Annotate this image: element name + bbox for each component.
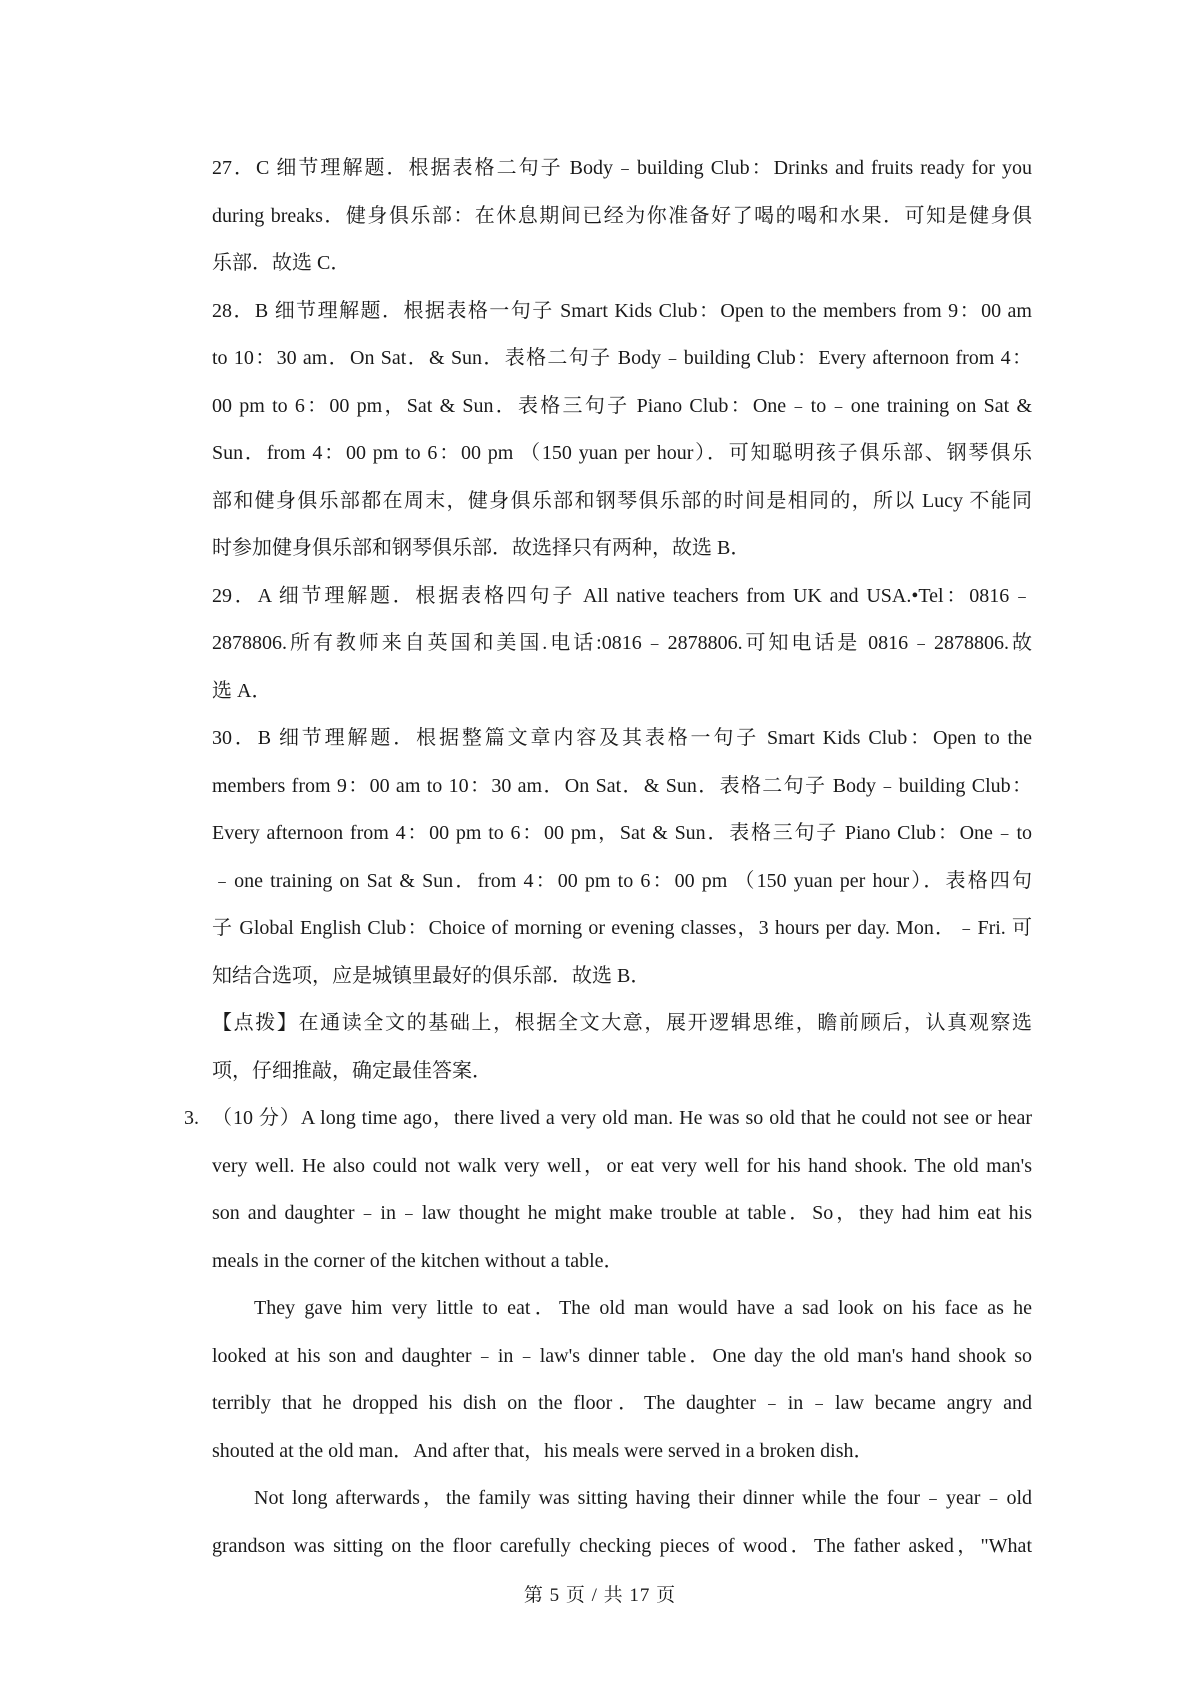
question-3 <box>184 1095 1032 1285</box>
text-line: son and daughter﹣in﹣law thought he might make trouble at table．So，they had him eat his <box>212 1202 1032 1224</box>
text-line: 27．C 细节理解题．根据表格二句子 Body﹣building Club：Drinks and fruits ready for you <box>212 157 1032 179</box>
question-number: 3. <box>184 1107 199 1129</box>
text-line: 项，仔细推敲，确定最佳答案． <box>212 1059 492 1082</box>
answer-29 <box>212 573 1032 716</box>
text-line: very well. He also could not walk very well，or eat very well for his hand shook. The old man's <box>212 1154 1032 1177</box>
text-line: to 10：30 am．On Sat．& Sun．表格二句子 Body﹣building Club：Every afternoon from 4： <box>212 347 1032 369</box>
text-line: 28．B 细节理解题．根据表格一句子 Smart Kids Club：Open to the members from 9：00 am <box>212 299 1032 322</box>
text-line: 29．A 细节理解题．根据表格四句子 All native teachers from UK and USA.•Tel：0816﹣ <box>212 584 1032 607</box>
text-line: members from 9：00 am to 10：30 am．On Sat．& Sun．表格二句子 Body﹣building Club： <box>212 774 1032 797</box>
text-line: （10 分）A long time ago，there lived a very old man. He was so old that he could not see or hear <box>212 1107 1032 1129</box>
passage-paragraph <box>212 1475 1032 1570</box>
text-line: 时参加健身俱乐部和钢琴俱乐部．故选择只有两种，故选 B． <box>212 537 751 559</box>
text-line: 知结合选项，应是城镇里最好的俱乐部．故选 B． <box>212 964 651 987</box>
answer-28 <box>212 288 1032 573</box>
text-line: 30．B 细节理解题．根据整篇文章内容及其表格一句子 Smart Kids Club：Open to the <box>212 727 1032 749</box>
text-line: 【点拨】在通读全文的基础上，根据全文大意，展开逻辑思维，瞻前顾后，认真观察选 <box>212 1012 1032 1034</box>
text-line: shouted at the old man．And after that，his meals were served in a broken dish． <box>212 1439 874 1462</box>
text-line: Sun．from 4：00 pm to 6：00 pm （150 yuan per hour）．可知聪明孩子俱乐部、钢琴俱乐 <box>212 442 1032 464</box>
passage-paragraph <box>212 1285 1032 1475</box>
page-content <box>184 145 1032 1570</box>
text-line: 乐部．故选 C． <box>212 252 351 274</box>
text-line: meals in the corner of the kitchen without a table． <box>212 1249 624 1272</box>
text-line: 选 A． <box>212 679 272 702</box>
answer-30 <box>212 715 1032 1000</box>
text-line: grandson was sitting on the floor carefully checking pieces of wood．The father asked，"What <box>212 1534 1032 1557</box>
text-line: 子 Global English Club：Choice of morning or evening classes，3 hours per day. Mon．﹣Fri. 可 <box>212 917 1032 939</box>
text-line: looked at his son and daughter﹣in﹣law's dinner table．One day the old man's hand shook so <box>212 1344 1032 1367</box>
text-line: terribly that he dropped his dish on the floor．The daughter﹣in﹣law became angry and <box>212 1392 1032 1414</box>
tip-section <box>212 1000 1032 1095</box>
text-line: 2878806.所有教师来自英国和美国.电话:0816﹣2878806.可知电话是 0816﹣2878806.故 <box>212 632 1032 654</box>
answer-27 <box>212 145 1032 288</box>
page-footer: 第 5 页 / 共 17 页 <box>523 1585 677 1606</box>
text-line: during breaks．健身俱乐部：在休息期间已经为你准备好了喝的喝和水果．可知是健身俱 <box>212 204 1032 227</box>
text-line: Every afternoon from 4：00 pm to 6：00 pm，Sat & Sun．表格三句子 Piano Club：One﹣to <box>212 822 1032 844</box>
text-line: They gave him very little to eat．The old man would have a sad look on his face as he <box>254 1297 1032 1319</box>
text-line: ﹣one training on Sat & Sun．from 4：00 pm to 6：00 pm （150 yuan per hour）．表格四句 <box>212 869 1032 892</box>
text-line: Not long afterwards，the family was sitting having their dinner while the four﹣year﹣old <box>254 1487 1032 1509</box>
text-line: 00 pm to 6：00 pm，Sat & Sun．表格三句子 Piano Club：One﹣to﹣one training on Sat & <box>212 394 1032 417</box>
text-line: 部和健身俱乐部都在周末，健身俱乐部和钢琴俱乐部的时间是相同的，所以 Lucy 不能同 <box>212 489 1032 512</box>
